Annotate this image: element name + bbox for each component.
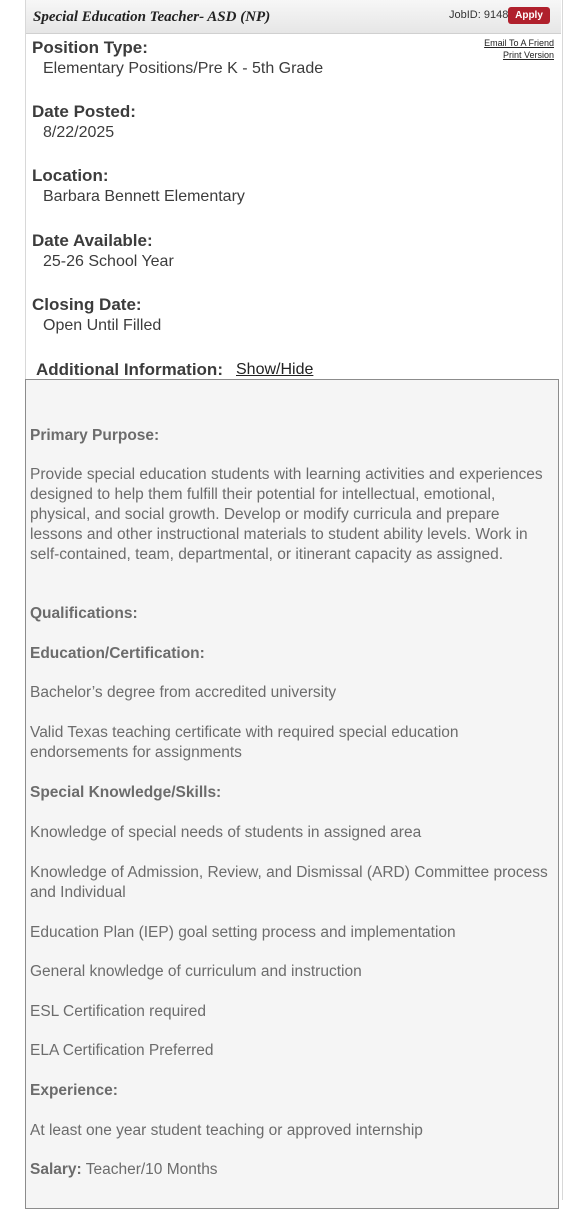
education-item: Valid Texas teaching certificate with required special education endorsements for assignments: [30, 724, 459, 761]
closing-date-value: Open Until Filled: [43, 317, 162, 334]
show-hide-link[interactable]: Show/Hide: [236, 361, 314, 378]
job-id: [449, 9, 508, 21]
date-posted-label: Date Posted:: [32, 102, 136, 121]
skills-heading: Special Knowledge/Skills:: [30, 784, 222, 801]
education-item: Bachelor’s degree from accredited university: [30, 684, 337, 701]
job-id-value: 9148: [483, 9, 509, 21]
location-label: Location:: [32, 166, 109, 185]
primary-purpose-heading: Primary Purpose:: [30, 427, 160, 444]
experience-heading: Experience:: [30, 1082, 118, 1099]
date-available-value: 25-26 School Year: [43, 253, 174, 270]
primary-purpose-text: Provide special education students with learning activities and experiences designed to help them fulfill their potential for intellectual, emotional, physical, and social growth. Develop or modify curricula and prepare lessons and other instructional materials to student ability levels. Work in self-contained, team, departmental, or itinerant capacity as assigned.: [30, 466, 543, 563]
salary-line: [30, 1160, 552, 1180]
salary-label: Salary:: [30, 1161, 82, 1178]
date-posted-value: 8/22/2025: [43, 124, 115, 141]
job-title: Special Education Teacher- ASD (NP): [33, 9, 271, 25]
apply-button[interactable]: Apply: [508, 7, 550, 24]
date-available-label: Date Available:: [32, 231, 153, 250]
position-type-label: Position Type:: [32, 38, 148, 57]
print-version-link[interactable]: Print Version: [502, 50, 554, 60]
skill-item: Knowledge of special needs of students in assigned area: [30, 824, 422, 841]
salary-value: Teacher/10 Months: [85, 1161, 218, 1178]
skill-item: Education Plan (IEP) goal setting process and implementation: [30, 924, 456, 941]
experience-text: At least one year student teaching or approved internship: [30, 1122, 423, 1139]
skill-item: Knowledge of Admission, Review, and Dismissal (ARD) Committee process and Individual: [30, 864, 548, 901]
location-value: Barbara Bennett Elementary: [43, 188, 245, 205]
position-type-value: Elementary Positions/Pre K - 5th Grade: [43, 60, 324, 77]
education-heading: Education/Certification:: [30, 645, 205, 662]
skill-item: ESL Certification required: [30, 1003, 207, 1020]
qualifications-heading: Qualifications:: [30, 605, 138, 622]
skill-item: ELA Certification Preferred: [30, 1042, 214, 1059]
email-to-friend-link[interactable]: Email To A Friend: [484, 38, 554, 48]
closing-date-label: Closing Date:: [32, 295, 142, 314]
job-id-label: JobID:: [449, 9, 481, 21]
additional-information-label: Additional Information:: [36, 360, 223, 379]
skill-item: General knowledge of curriculum and instruction: [30, 963, 362, 980]
